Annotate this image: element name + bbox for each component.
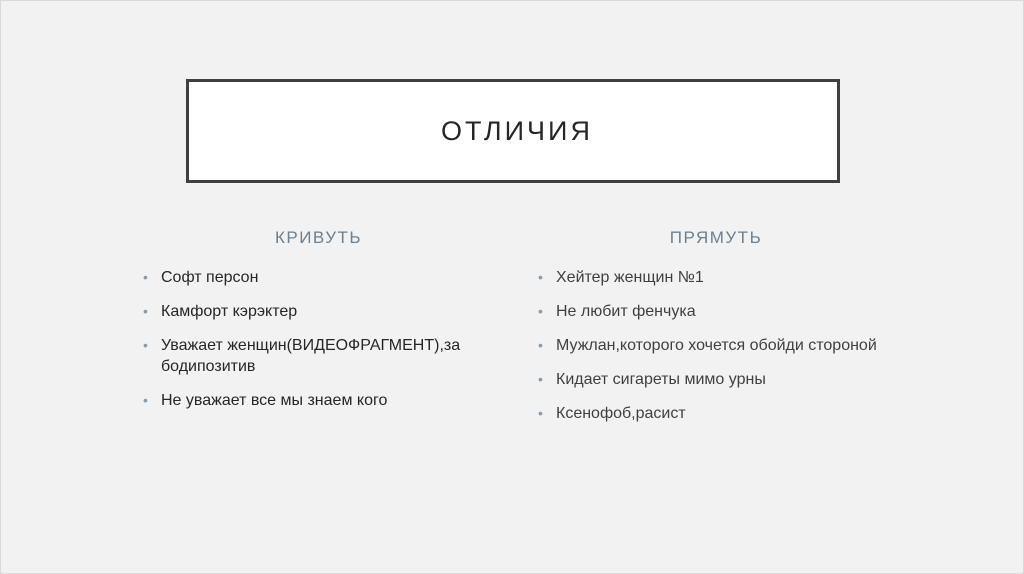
- title-box: [186, 79, 840, 183]
- list-item-text: Не уважает все мы знаем кого: [161, 392, 388, 409]
- list-item: [536, 369, 896, 390]
- bullet-icon: •: [143, 337, 148, 353]
- bullet-icon: •: [538, 371, 543, 387]
- left-bullet-list: [141, 267, 496, 411]
- list-item-text: Кидает сигареты мимо урны: [556, 371, 766, 388]
- list-item: [536, 267, 896, 288]
- bullet-icon: •: [538, 405, 543, 421]
- right-column-heading: ПРЯМУТЬ: [669, 228, 763, 247]
- list-item: [141, 267, 496, 288]
- slide-title: ОТЛИЧИЯ: [441, 115, 593, 146]
- list-item: [141, 390, 496, 411]
- list-item: [536, 403, 896, 424]
- bullet-icon: •: [143, 269, 148, 285]
- left-column-heading: КРИВУТЬ: [274, 228, 363, 247]
- bullet-icon: •: [143, 303, 148, 319]
- list-item: [536, 301, 896, 322]
- list-item: [141, 301, 496, 322]
- bullet-icon: •: [538, 303, 543, 319]
- left-column: [141, 227, 496, 424]
- right-bullet-list: [536, 267, 896, 424]
- list-item-text: Хейтер женщин №1: [556, 269, 704, 286]
- bullet-icon: •: [538, 337, 543, 353]
- bullet-icon: •: [538, 269, 543, 285]
- list-item-text: Софт персон: [161, 269, 259, 286]
- list-item: [536, 335, 896, 356]
- list-item-text: Не любит фенчука: [556, 303, 696, 320]
- bullet-icon: •: [143, 392, 148, 408]
- list-item-text: Мужлан,которого хочется обойди стороной: [556, 337, 877, 354]
- list-item: [141, 335, 496, 377]
- list-item-text: Камфорт кэрэктер: [161, 303, 298, 320]
- list-item-text: Ксенофоб,расист: [556, 405, 686, 422]
- right-column: [536, 227, 896, 437]
- list-item-text: Уважает женщин(ВИДЕОФРАГМЕНТ),за бодипозитив: [161, 337, 461, 375]
